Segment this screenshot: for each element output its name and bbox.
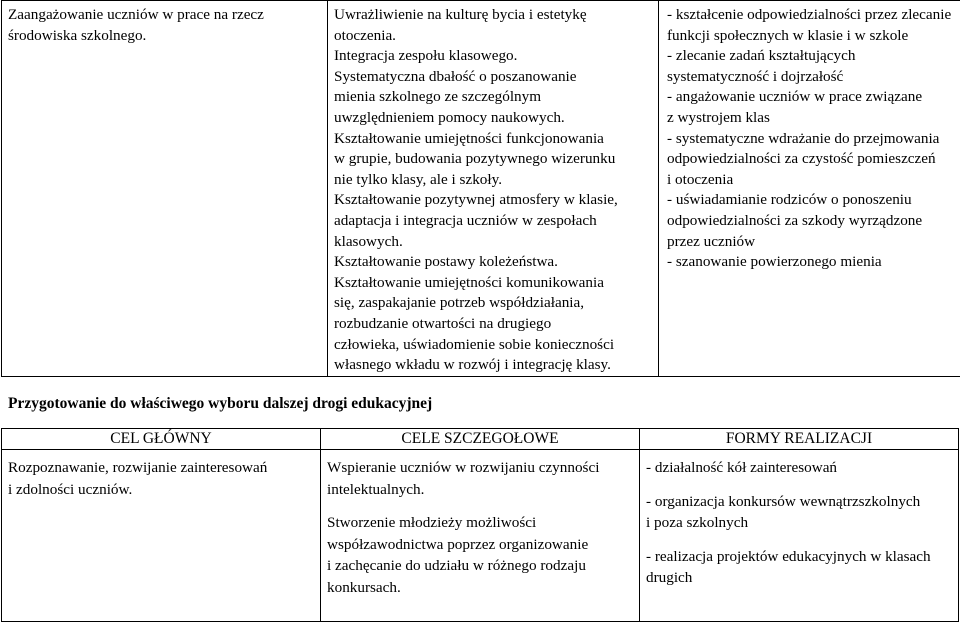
text-line: się, zaspakajanie potrzeb współdziałania, [334, 294, 585, 312]
text-line: Kształtowanie umiejętności funkcjonowania [334, 129, 604, 147]
text-line: systematyczność i dojrzałość [667, 67, 844, 85]
text-line: Integracja zespołu klasowego. [334, 47, 518, 65]
text-line: mienia szkolnego ze szczególnym [334, 88, 542, 106]
text-line: klasowych. [334, 232, 403, 250]
text-line: odpowiedzialności za czystość pomieszczeń [667, 150, 936, 168]
text-line: Kształtowanie umiejętności komunikowania [334, 273, 604, 291]
text-line: rozbudzanie otwartości na drugiego [334, 314, 552, 332]
text-line: - realizacja projektów edukacyjnych w klasach [646, 547, 931, 565]
implementation-forms-cell [640, 450, 959, 622]
text-line: Uwrażliwienie na kulturę bycia i estetykę [334, 6, 587, 23]
text-line: odpowiedzialności za szkody wyrządzone [667, 211, 923, 229]
text-line: Stworzenie młodzieży możliwości [327, 514, 537, 531]
text-line: - działalność kół zainteresowań [646, 459, 838, 476]
text-line: konkursach. [327, 578, 401, 596]
text-line: nie tylko klasy, ale i szkoły. [334, 170, 503, 188]
text-line: - kształcenie odpowiedzialności przez zlecanie [667, 6, 952, 23]
text-line: Systematyczna dbałość o poszanowanie [334, 67, 577, 85]
text-line: drugich [646, 569, 693, 586]
text-line: człowieka, uświadomienie sobie konieczności [334, 335, 615, 353]
top-forms-cell [659, 1, 960, 377]
text-line: adaptacja i integracja uczniów w zespołach [334, 211, 597, 229]
text-line: funkcji społecznych w klasie i w szkole [667, 26, 909, 44]
text-line: - zlecanie zadań kształtujących [667, 47, 856, 65]
text-line: intelektualnych. [327, 480, 425, 498]
top-goal-cell [2, 1, 328, 377]
header-implementation-forms: FORMY REALIZACJI [640, 429, 959, 450]
table-row [2, 450, 959, 622]
text-line: i poza szkolnych [646, 514, 749, 531]
table-row [2, 1, 960, 377]
text-line: współzawodnictwa poprzez organizowanie [327, 535, 589, 553]
text-line: uwzględnieniem pomocy naukowych. [334, 108, 565, 126]
text-line: i zachęcanie do udziału w różnego rodzaju [327, 557, 586, 574]
text-line: Rozpoznawanie, rozwijanie zainteresowań [8, 459, 268, 476]
header-specific-goals: CELE SZCZEGOŁOWE [321, 429, 640, 450]
paragraph [646, 546, 954, 589]
text-line: otoczenia. [334, 26, 396, 44]
text-line: - angażowanie uczniów w prace związane [667, 88, 923, 106]
paragraph [646, 491, 954, 534]
text-line: w grupie, budowania pozytywnego wizerunku [334, 150, 616, 168]
paragraph [327, 457, 633, 500]
header-row [2, 429, 959, 450]
top-objectives-cell [328, 1, 659, 377]
text-line: Wspieranie uczniów w rozwijaniu czynności [327, 459, 600, 476]
top-table [1, 0, 960, 377]
text-line: Zaangażowanie uczniów w prace na rzecz [8, 6, 264, 23]
text-line: Kształtowanie pozytywnej atmosfery w klasie, [334, 191, 618, 209]
section-title: Przygotowanie do właściwego wyboru dalszej drogi edukacyjnej [8, 395, 433, 412]
text-line: - szanowanie powierzonego mienia [667, 253, 882, 271]
text-line: - uświadamianie rodziców o ponoszeniu [667, 191, 912, 209]
text-line: własnego wkładu w rozwój i integrację klasy. [334, 356, 611, 374]
text-line: z wystrojem klas [667, 108, 770, 126]
bottom-table [1, 428, 959, 622]
paragraph [646, 457, 954, 479]
text-line: Kształtowanie postawy koleżeństwa. [334, 253, 558, 271]
text-line: - systematyczne wdrażanie do przejmowania [667, 129, 940, 147]
specific-goals-cell [321, 450, 640, 622]
text-line: środowiska szkolnego. [8, 26, 147, 44]
text-line: przez uczniów [667, 232, 756, 250]
header-main-goal: CEL GŁÓWNY [2, 429, 321, 450]
main-goal-cell [2, 450, 321, 622]
paragraph [327, 512, 633, 598]
text-line: i zdolności uczniów. [8, 480, 133, 498]
text-line: i otoczenia [667, 170, 734, 188]
text-line: - organizacja konkursów wewnątrzszkolnych [646, 492, 921, 510]
